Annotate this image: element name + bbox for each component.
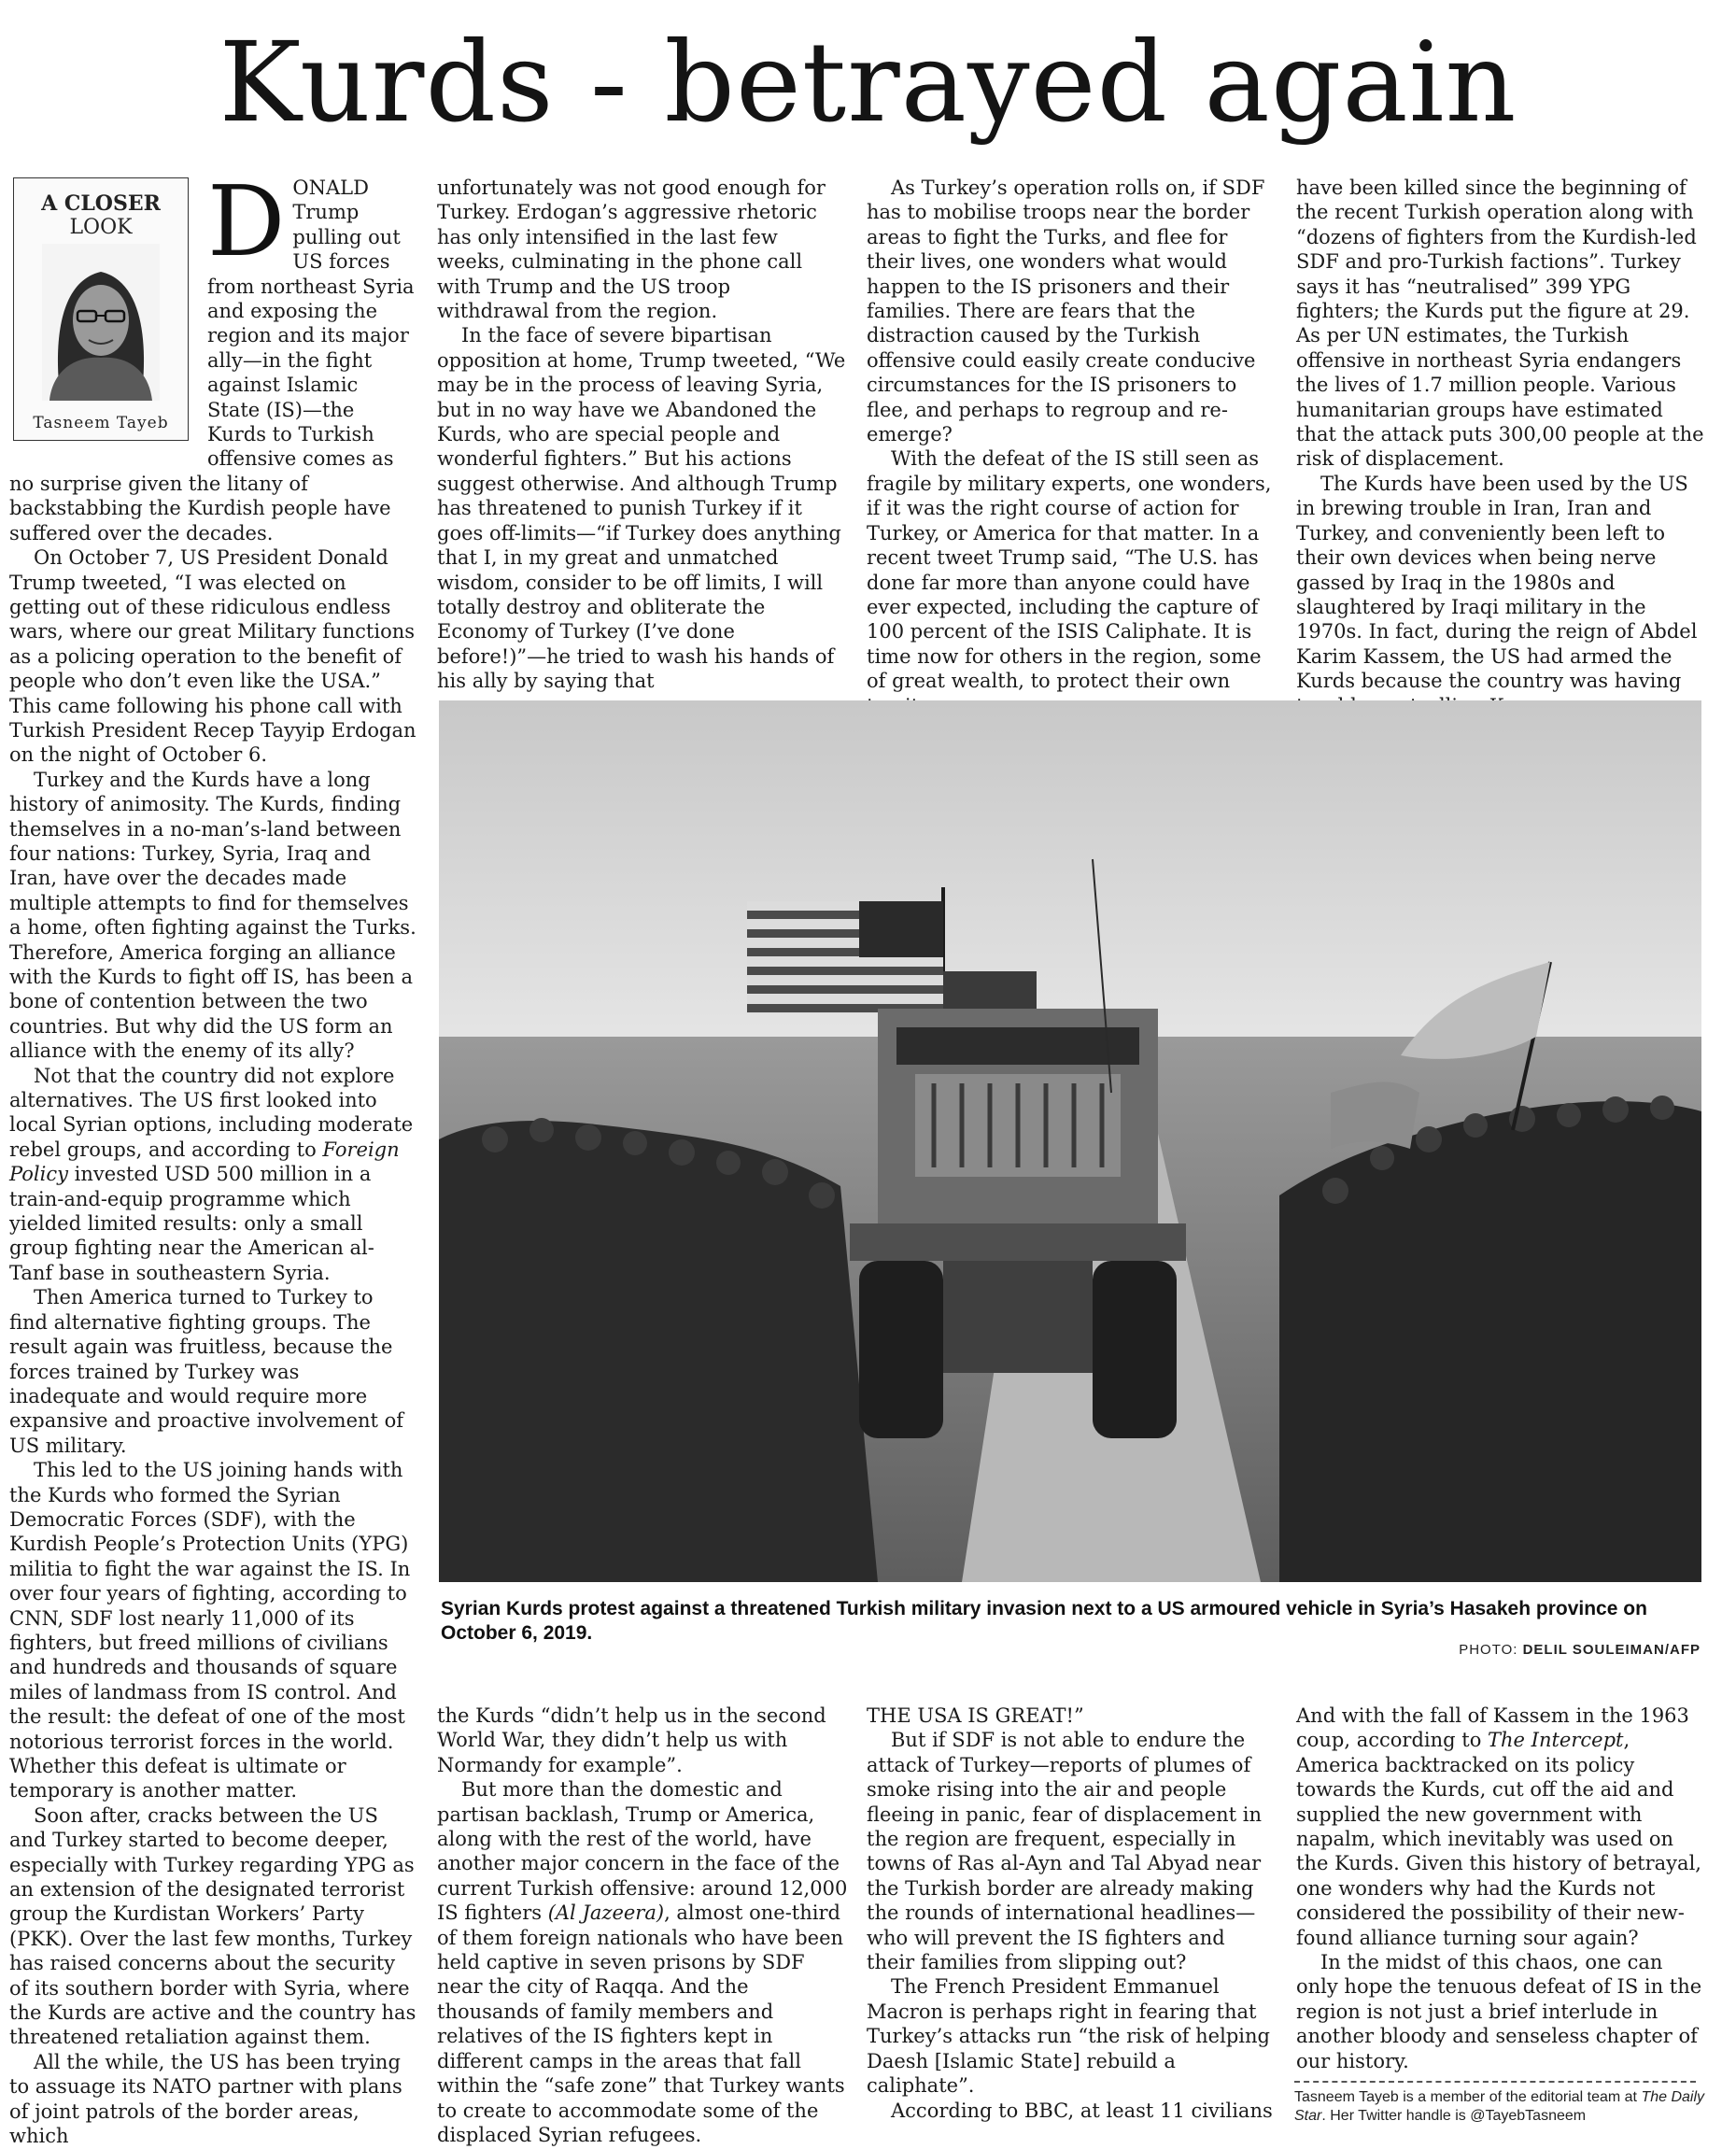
paragraph: In the face of severe bipartisan opposition at home, Trump tweeted, “We may be in the process of leaving Syria, but in no way have we Abandoned the Kurds, who are special people and wonderful fighters.” But his actions suggest otherwise. And although Trump has threatened to punish Turkey if it goes off-limits—“if Turkey does anything that I, in my great and unmatched wisdom, consider to be off limits, I will totally destroy and obliterate the Economy of Turkey (I’ve done before!)”—he tried to wash his hands of his ally by saying that	[437, 324, 846, 693]
column-2-top	[437, 176, 848, 693]
paragraph: The Kurds have been used by the US in brewing trouble in Iran, Iran and Turkey, and conveniently been left to their own devices when being nerve gassed by Iraq in the 1980s and slaughtered by Iraqi military in the 1970s. In fact, during the reign of Abdel Karim Kassem, the US had armed the Kurds because the country was having	[1296, 472, 1698, 693]
headline: Kurds - betrayed again	[219, 18, 1517, 147]
column-label-line1: A CLOSER	[41, 191, 161, 216]
footnote-text: . Her Twitter handle is @TayebTasneem	[1321, 2108, 1587, 2124]
paragraph: On October 7, US President Donald Trump tweeted, “I was elected on getting out of these ridiculous endless wars, where our great Military functions as a policing operation to the benefit of people who don’t even like the USA.” This came following his phone call with Turkish President Recep Tayyip Erdogan on the night of October 6.	[9, 546, 416, 767]
paragraph: According to BBC, at least 11 civilians	[891, 2099, 1273, 2122]
column-4-bottom	[1296, 1704, 1707, 2077]
drop-cap: D	[207, 164, 286, 278]
column-label-line2: LOOK	[69, 216, 133, 239]
paragraph-text: Not that the country did not explore alternatives. The US first looked into local Syrian options, including moderate rebel groups, and according to	[9, 1064, 414, 1161]
paragraph: With the defeat of the IS still seen as fragile by military experts, one wonders, if it was the right course of action for Turkey, or America for that matter. In a recent tweet Trump said, “The U.S. has done far more than anyone could have ever expected, including the capture of 100 percent of the ISIS Caliphate. It is time now for others in the region, some of great wealth, to protect their own	[867, 447, 1272, 693]
column-3-bottom	[867, 1704, 1277, 2139]
paragraph-text: invested USD 500 million in a train-and-equip programme which yielded limited results: only a small group fighting near the American al-Tanf base in southeastern Syria.	[9, 1163, 374, 1284]
paragraph	[9, 1064, 416, 1286]
author-footnote	[1294, 2088, 1705, 2126]
paragraph: In the midst of this chaos, one can only hope the tenuous defeat of IS in the region is not just a brief interlude in another bloody and senseless chapter of our history.	[1296, 1951, 1702, 2072]
author-box-spacer	[9, 176, 207, 452]
column-3-top	[867, 176, 1277, 693]
newspaper-name: The Daily Star	[1294, 2089, 1705, 2124]
armoured-vehicle	[850, 971, 1186, 1438]
author-name: Tasneem Tayeb	[33, 414, 169, 432]
publication-name: The Intercept	[1488, 1729, 1624, 1752]
paragraph-text: , almost one-third of them foreign nationals who have been held captive in seven prisons by SDF near the city of Raqqa. And the thousands of family members and relatives of the IS fighters kept in different camps in the areas that fall within the “safe zone” that Turkey wants to create to accommodate some of the displaced Syrian refugees.	[437, 1902, 845, 2146]
paragraph: Then America turned to Turkey to find alternative fighting groups. The result again was fruitless, because the forces trained by Turkey was inadequate and would require more expansive and proactive involvement of US military.	[9, 1286, 404, 1457]
paragraph: This led to the US joining hands with the Kurds who formed the Syrian Democratic Forces (SDF), with the Kurdish People’s Protection Units (YPG) militia to fight the war against the IS. In over four years of fighting, according to CNN, SDF lost nearly 11,000 of its fighters, but freed millions of civilians and hundreds and thousands of square miles of landmass from IS control. And the result: the defeat of one of the most notorious terrorist forces in the world. Whether this defeat is ultimate or temporary is another matter.	[9, 1459, 411, 1803]
photo-credit	[1459, 1642, 1701, 1658]
footnote-text: Tasneem Tayeb is a member of the editorial team at	[1294, 2089, 1637, 2105]
paragraph: Soon after, cracks between the US and Turkey started to become deeper, especially with Turkey regarding YPG as an extension of the designated terrorist group the Kurdistan Workers’ Party (PKK). Over the last few months, Turkey has raised concerns about the security of its southern border with Syria, where the Kurds are active and the country has threatened retaliation against them.	[9, 1803, 416, 2049]
column-1	[9, 164, 416, 2148]
column-2-bottom	[437, 1704, 848, 2146]
paragraph-text: ONALD Trump pulling out US forces from northeast Syria and exposing the region and its major ally—in the fight against Islamic State (IS)—the Kurds to Turkish offensive comes as no surprise given the litany of backstabbing the Kurdish people have suffered over the decades.	[9, 177, 415, 544]
paragraph: All the while, the US has been trying to assuage its NATO partner with plans of joint patrols of the border areas, which	[9, 2050, 402, 2148]
photo-credit-label: PHOTO:	[1459, 1642, 1518, 1658]
paragraph: the Kurds “didn’t help us in the second World War, they didn’t help us with Normandy for example”.	[437, 1704, 826, 1776]
footer-divider	[1294, 2081, 1696, 2083]
paragraph: But if SDF is not able to endure the attack of Turkey—reports of plumes of smoke rising into the air and people fleeing in panic, fear of displacement in the region are frequent, especially in towns of Ras al-Ayn and Tal Abyad near the Turkish border are already making the rounds of international headlines—who will prevent the IS fighters and their families from slipping out?	[867, 1729, 1263, 1974]
column-4-top	[1296, 176, 1707, 693]
news-photo	[439, 700, 1701, 1582]
paragraph: Turkey and the Kurds have a long history of animosity. The Kurds, finding themselves in a no-man’s-land between four nations: Turkey, Syria, Iraq and Iran, have over the decades made multiple attempts to find for themselves a home, often fighting against the Turks. Therefore, America forging an alliance with the Kurds to fight off IS, has been a bone of contention between the two countries. But why did the US form an alliance with the enemy of its ally?	[9, 768, 416, 1063]
paragraph-text: , America backtracked on its policy towards the Kurds, cut off the aid and supplied the new government with napalm, which inevitably was used on the Kurds. Given this history of betrayal, one wonders why had the Kurds not considered the possibility of their new-found alliance turning sour again?	[1296, 1729, 1701, 1949]
paragraph: The French President Emmanuel Macron is perhaps right in fearing that Turkey’s attacks run “the risk of helping Daesh [Islamic State] rebuild a caliphate”.	[867, 1975, 1270, 2098]
publication-name: Foreign Policy	[9, 1138, 400, 1186]
paragraph	[437, 1777, 848, 2147]
paragraph: unfortunately was not good enough for Turkey. Erdogan’s aggressive rhetoric has only intensified in the last few weeks, culminating in the phone call with Trump and the US troop withdrawal from the region.	[437, 177, 826, 323]
source-name: (Al Jazeera)	[547, 1902, 665, 1925]
paragraph	[1296, 1704, 1707, 1950]
paragraph: THE USA IS GREAT!”	[867, 1704, 1084, 1727]
photographer-name: DELIL SOULEIMAN/AFP	[1522, 1642, 1701, 1658]
paragraph-text: But more than the domestic and partisan backlash, Trump or America, along with the rest of the world, have another major concern in the face of the current Turkish offensive: around 12,000 IS fighters	[437, 1778, 848, 1925]
paragraph: As Turkey’s operation rolls on, if SDF has to mobilise troops near the border areas to fight the Turks, and flee for their lives, one wonders what would happen to the IS prisoners and their families. There are fears that the distraction caused by the Turkish offensive could easily create conducive circumstances for the IS prisoners to flee, and perhaps to regroup and re-emerge?	[867, 177, 1265, 446]
paragraph: have been killed since the beginning of the recent Turkish operation along with “dozens of fighters from the Kurdish-led SDF and pro-Turkish factions”. Turkey says it has “neutralised” 399 YPG fighters; the Kurds put the figure at 29. As per UN estimates, the Turkish offensive in northeast Syria endangers the lives of 1.7 million people. Various humanitarian groups have estimated that the attack puts 300,00 people at the risk of displacement.	[1296, 177, 1704, 471]
photo-caption: Syrian Kurds protest against a threatened Turkish military invasion next to a US armoured vehicle in Syria’s Hasakeh province on October 6, 2019.	[441, 1598, 1647, 1644]
paragraph-text: And with the fall of Kassem in the 1963 coup, according to	[1296, 1704, 1689, 1752]
